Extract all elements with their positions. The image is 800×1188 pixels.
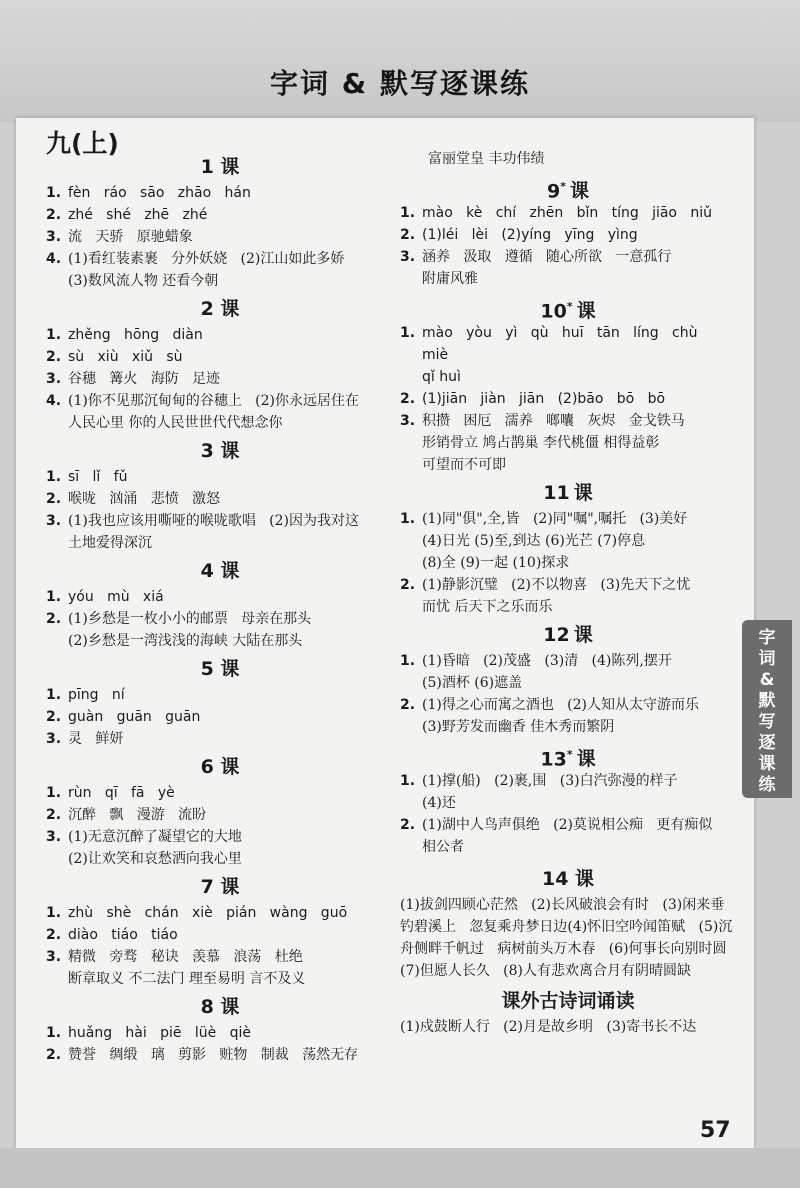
item-text: (1)撑(船) (2)裹,围 (3)白汽弥漫的样子 <box>422 773 678 789</box>
item-number: 2. <box>400 227 416 243</box>
item-number: 1. <box>400 511 416 527</box>
item-text: 赞誉 绸缎 璃 剪影 赃物 制裁 荡然无存 <box>68 1047 359 1063</box>
item-text: (1)乡愁是一枚小小的邮票 母亲在那头 <box>68 611 312 627</box>
item-number: 1. <box>46 687 62 703</box>
item-text: (1)我也应该用嘶哑的喉咙歌唱 (2)因为我对这 <box>68 513 360 529</box>
item-text: fèn ráo sāo zhāo hán <box>68 185 251 201</box>
side-tab-char: 练 <box>758 775 776 795</box>
answer-item <box>400 574 736 596</box>
item-text: (1)静影沉璧 (2)不以物喜 (3)先天下之忧 <box>422 577 691 593</box>
answer-item <box>400 508 736 530</box>
answer-item <box>46 182 394 204</box>
item-continuation: (3)野芳发而幽香 佳木秀而繁阴 <box>422 719 615 735</box>
side-tab-char: 逐 <box>758 733 776 753</box>
side-tab-char: 写 <box>758 712 776 732</box>
answer-item <box>400 202 736 224</box>
item-number: 2. <box>46 207 62 223</box>
answer-item <box>400 388 736 410</box>
item-text: 沉醉 飘 漫游 流盼 <box>68 807 207 823</box>
answer-item <box>46 324 394 346</box>
item-number: 1. <box>400 325 416 341</box>
answer-item <box>400 694 736 716</box>
item-number: 1. <box>46 327 62 343</box>
answer-item <box>46 390 394 412</box>
item-text: zhù shè chán xiè pián wàng guō <box>68 905 348 921</box>
item-number: 4. <box>46 393 62 409</box>
answer-item <box>46 804 394 826</box>
item-text: zhěng hōng diàn <box>68 327 203 343</box>
lesson-14-answers: (1)拔剑四顾心茫然 (2)长风破浪会有时 (3)闲来垂钓碧溪上 忽复乘舟梦日边(4)怀旧空吟闻笛赋 (5)沉舟侧畔千帆过 病树前头万木春 (6)何事长向别时圆 (7)但愿人长久 (8)人有悲欢离合月有阴晴圆缺 <box>400 897 740 979</box>
star-mark: * <box>566 300 573 313</box>
item-number: 4. <box>46 251 62 267</box>
item-number: 3. <box>46 829 62 845</box>
item-continuation: (8)全 (9)一起 (10)探求 <box>422 555 570 571</box>
lesson-number: 9 <box>546 180 561 203</box>
item-continuation: 人民心里 你的人民世世代代想念你 <box>68 415 283 431</box>
item-number: 1. <box>46 905 62 921</box>
answer-item <box>46 226 394 248</box>
item-continuation: 而忧 后天下之乐而乐 <box>422 599 553 615</box>
item-text: (1)昏暗 (2)茂盛 (3)清 (4)陈列,摆开 <box>422 653 672 669</box>
bottom-background-band <box>0 1148 800 1188</box>
answer-item <box>46 368 394 390</box>
item-number: 3. <box>400 249 416 265</box>
answer-item <box>400 770 736 792</box>
item-text: (1)同"俱",全,皆 (2)同"嘱",嘱托 (3)美好 <box>422 511 688 527</box>
lesson-title <box>400 292 736 322</box>
item-text: (1)湖中人鸟声俱绝 (2)莫说相公痴 更有痴似 <box>422 817 713 833</box>
answer-item <box>46 924 394 946</box>
lesson-suffix: 课 <box>576 748 596 771</box>
item-text: guàn guān guān <box>68 709 201 725</box>
answer-item <box>46 946 394 968</box>
answer-item <box>46 204 394 226</box>
item-continuation: (2)乡愁是一湾浅浅的海峡 大陆在那头 <box>68 633 303 649</box>
top-background-band <box>0 0 800 122</box>
lesson-title <box>400 172 736 202</box>
grade-heading: 九(上) <box>46 129 119 158</box>
item-number: 3. <box>46 731 62 747</box>
item-number: 2. <box>400 391 416 407</box>
item-number: 1. <box>46 1025 62 1041</box>
item-text: 灵 鲜妍 <box>68 731 124 747</box>
answer-item <box>400 814 736 836</box>
answer-item <box>46 826 394 848</box>
answer-item <box>46 346 394 368</box>
item-number: 3. <box>46 513 62 529</box>
item-number: 2. <box>400 577 416 593</box>
item-text: (1)看红装素裹 分外妖娆 (2)江山如此多娇 <box>68 251 345 267</box>
item-continuation: (5)酒杯 (6)遮盖 <box>422 675 523 691</box>
side-tab-char: 课 <box>758 754 776 774</box>
item-number: 2. <box>46 709 62 725</box>
item-text: 谷穗 篝火 海防 足迹 <box>68 371 221 387</box>
item-number: 2. <box>400 817 416 833</box>
item-text: 流 天骄 原驰蜡象 <box>68 229 193 245</box>
item-continuation: 附庸风雅 <box>422 271 478 287</box>
item-text: huǎng hài piē lüè qiè <box>68 1025 251 1041</box>
item-text: rùn qī fā yè <box>68 785 175 801</box>
item-text: (1)你不见那沉甸甸的谷穗上 (2)你永远居住在 <box>68 393 360 409</box>
answer-item <box>46 586 394 608</box>
side-tab-char: 词 <box>758 649 776 669</box>
lesson-suffix: 课 <box>576 300 596 323</box>
lesson-suffix: 课 <box>573 482 593 504</box>
answer-item <box>46 706 394 728</box>
answer-item <box>46 608 394 630</box>
page-title: 字词 & 默写逐课练 <box>270 67 530 100</box>
item-continuation: (2)让欢笑和哀愁洒向我心里 <box>68 851 242 867</box>
extra-poems-title: 课外古诗词诵读 <box>501 990 635 1012</box>
item-text: (1)léi lèi (2)yíng yīng yìng <box>422 227 638 243</box>
item-number: 2. <box>46 807 62 823</box>
extra-poems-answers: (1)戍鼓断人行 (2)月是故乡明 (3)寄书长不达 <box>400 1019 697 1035</box>
answer-item <box>400 650 736 672</box>
item-continuation: qǐ huì <box>422 369 461 385</box>
item-text: diào tiáo tiáo <box>68 927 178 943</box>
lesson-suffix: 课 <box>573 624 593 646</box>
item-number: 2. <box>46 1047 62 1063</box>
lesson-title: 6 课 <box>200 756 240 778</box>
answer-item <box>400 224 736 246</box>
item-continuation: 相公者 <box>422 839 464 855</box>
right-column <box>400 148 740 1038</box>
item-continuation: (3)数风流人物 还看今朝 <box>68 273 219 289</box>
answer-item <box>46 684 394 706</box>
answer-item <box>46 510 394 532</box>
lesson-number: 12 <box>543 624 570 646</box>
item-text: yóu mù xiá <box>68 589 164 605</box>
answer-item <box>46 248 394 270</box>
item-number: 1. <box>400 773 416 789</box>
star-mark: * <box>560 180 566 193</box>
lesson-title: 3 课 <box>200 440 240 462</box>
answer-item <box>46 902 394 924</box>
item-text: zhé shé zhē zhé <box>68 207 208 223</box>
answer-item <box>46 1022 394 1044</box>
item-continuation: 断章取义 不二法门 理至易明 言不及义 <box>68 971 306 987</box>
item-number: 2. <box>400 697 416 713</box>
item-continuation: 形销骨立 鸠占鹊巢 李代桃僵 相得益彰 <box>422 435 660 451</box>
item-text: 积攒 困厄 濡养 啷囔 灰烬 金戈铁马 <box>422 413 685 429</box>
item-continuation: (4)日光 (5)至,到达 (6)光芒 (7)停息 <box>422 533 646 549</box>
item-number: 3. <box>400 413 416 429</box>
side-tab-char: 字 <box>758 628 776 648</box>
answer-item <box>46 728 394 750</box>
item-number: 1. <box>46 785 62 801</box>
item-text: 喉咙 汹涌 悲愤 激怒 <box>68 491 221 507</box>
item-text: sī lǐ fǔ <box>68 469 128 485</box>
item-text: pīng ní <box>68 687 125 703</box>
item-number: 2. <box>46 491 62 507</box>
item-number: 1. <box>400 653 416 669</box>
side-tab[interactable] <box>742 620 792 798</box>
item-number: 1. <box>400 205 416 221</box>
lesson-title: 4 课 <box>200 560 240 582</box>
lesson-title: 2 课 <box>200 298 240 320</box>
lesson-title: 8 课 <box>200 996 240 1018</box>
item-text: mào kè chí zhēn bǐn tíng jiāo niǔ <box>422 205 712 221</box>
item-text: (1)得之心而寓之酒也 (2)人知从太守游而乐 <box>422 697 700 713</box>
answer-item <box>46 488 394 510</box>
item-number: 1. <box>46 469 62 485</box>
lesson-title <box>400 740 736 770</box>
answer-item <box>400 410 736 432</box>
continued-answer: 富丽堂皇 丰功伟绩 <box>428 151 545 167</box>
lesson-title: 5 课 <box>200 658 240 680</box>
item-number: 3. <box>46 229 62 245</box>
right-lessons <box>400 172 736 858</box>
item-text: (1)jiān jiàn jiān (2)bāo bō bō <box>422 391 666 407</box>
lesson-suffix: 课 <box>569 180 589 203</box>
item-number: 3. <box>46 949 62 965</box>
item-number: 2. <box>46 611 62 627</box>
item-continuation: 土地爱得深沉 <box>68 535 152 551</box>
item-text: mào yòu yì qù huī tān líng chù miè <box>422 325 711 363</box>
item-number: 3. <box>46 371 62 387</box>
item-text: 涵养 汲取 遵循 随心所欲 一意孤行 <box>422 249 672 265</box>
star-mark: * <box>566 748 573 761</box>
item-number: 2. <box>46 349 62 365</box>
lesson-number: 13 <box>540 748 567 771</box>
item-number: 2. <box>46 927 62 943</box>
answer-item <box>46 1044 394 1066</box>
lesson-title-14: 14 课 <box>541 868 595 890</box>
lesson-title <box>400 620 736 650</box>
side-tab-char: & <box>759 670 775 690</box>
item-number: 1. <box>46 589 62 605</box>
item-number: 1. <box>46 185 62 201</box>
item-text: 精微 旁骛 秘诀 羡慕 浪荡 杜绝 <box>68 949 303 965</box>
item-text: (1)无意沉醉了凝望它的大地 <box>68 829 242 845</box>
left-column <box>46 150 394 1066</box>
answer-item <box>400 246 736 268</box>
lesson-number: 11 <box>543 482 570 504</box>
answer-item <box>46 466 394 488</box>
item-continuation: 可望而不可即 <box>422 457 506 473</box>
answer-item <box>400 322 736 366</box>
side-tab-char: 默 <box>758 691 776 711</box>
answer-item <box>46 782 394 804</box>
lesson-title <box>400 478 736 508</box>
lesson-title: 7 课 <box>200 876 240 898</box>
lesson-title: 1 课 <box>200 156 240 178</box>
lesson-number: 10 <box>540 300 567 323</box>
item-text: sù xiù xiǔ sù <box>68 349 183 365</box>
page-number: 57 <box>700 1118 731 1143</box>
item-continuation: (4)还 <box>422 795 456 811</box>
